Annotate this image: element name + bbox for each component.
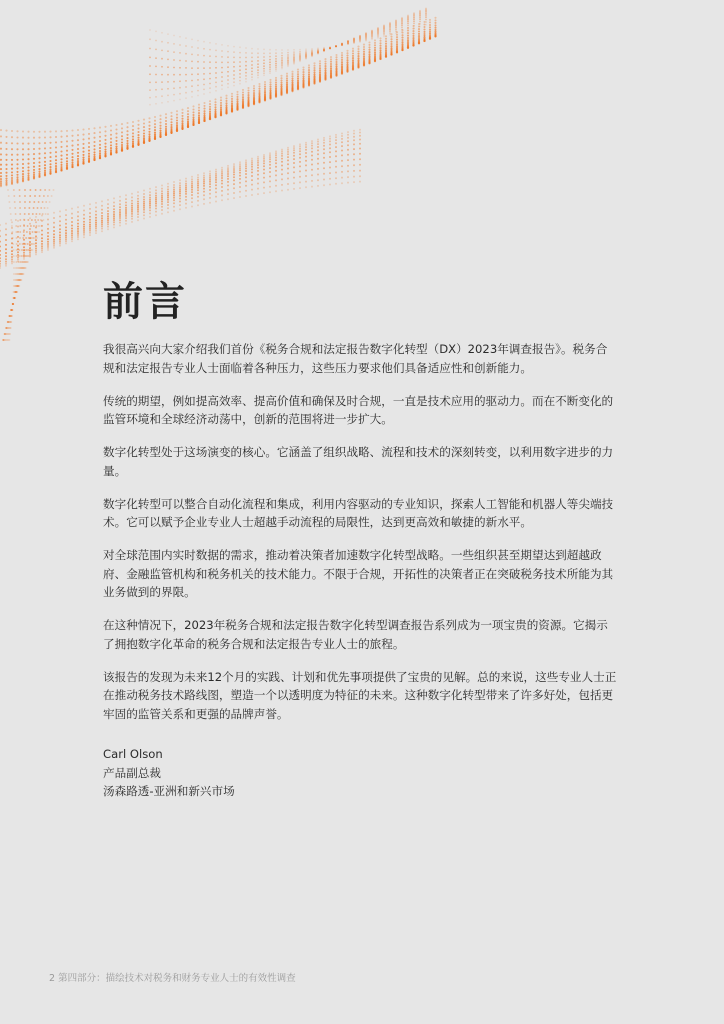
paragraph: 该报告的发现为未来12个月的实践、计划和优先事项提供了宝贵的见解。总的来说，这些专业人士正在推动税务技术路线图，塑造一个以透明度为特征的未来。这种数字化转型带来了许多好处，包括更牢固的监管关系和更强的品牌声誉。 xyxy=(103,669,617,721)
paragraph: 数字化转型处于这场演变的核心。它涵盖了组织战略、流程和技术的深刻转变，以利用数字进步的力量。 xyxy=(103,445,614,478)
page-title: 前言 xyxy=(103,279,187,325)
signature-block xyxy=(103,745,403,801)
preface-body xyxy=(103,340,618,738)
page-footer: 2 第四部分：描绘技术对税务和财务专业人士的有效性调查 xyxy=(49,973,296,984)
signature-name: Carl Olson xyxy=(103,747,163,761)
signature-org: 汤森路透-亚洲和新兴市场 xyxy=(103,784,235,798)
paragraph: 我很高兴向大家介绍我们首份《税务合规和法定报告数字化转型（DX）2023年调查报告》。税务合规和法定报告专业人士面临着各种压力，这些压力要求他们具备适应性和创新能力。 xyxy=(103,342,608,375)
signature-role: 产品副总裁 xyxy=(103,765,161,780)
paragraph: 在这种情况下，2023年税务合规和法定报告数字化转型调查报告系列成为一项宝贵的资源。它揭示了拥抱数字化革命的税务合规和法定报告专业人士的旅程。 xyxy=(103,618,608,651)
paragraph: 数字化转型可以整合自动化流程和集成，利用内容驱动的专业知识，探索人工智能和机器人等尖端技术。它可以赋予企业专业人士超越手动流程的局限性，达到更高效和敏捷的新水平。 xyxy=(103,496,614,529)
paragraph: 对全球范围内实时数据的需求，推动着决策者加速数字化转型战略。一些组织甚至期望达到超越政府、金融监管机构和税务机关的技术能力。不限于合规，开拓性的决策者正在突破税务技术所能为其业务做到的界限。 xyxy=(103,548,614,599)
paragraph: 传统的期望，例如提高效率、提高价值和确保及时合规，一直是技术应用的驱动力。而在不断变化的监管环境和全球经济动荡中，创新的范围将进一步扩大。 xyxy=(103,393,614,426)
